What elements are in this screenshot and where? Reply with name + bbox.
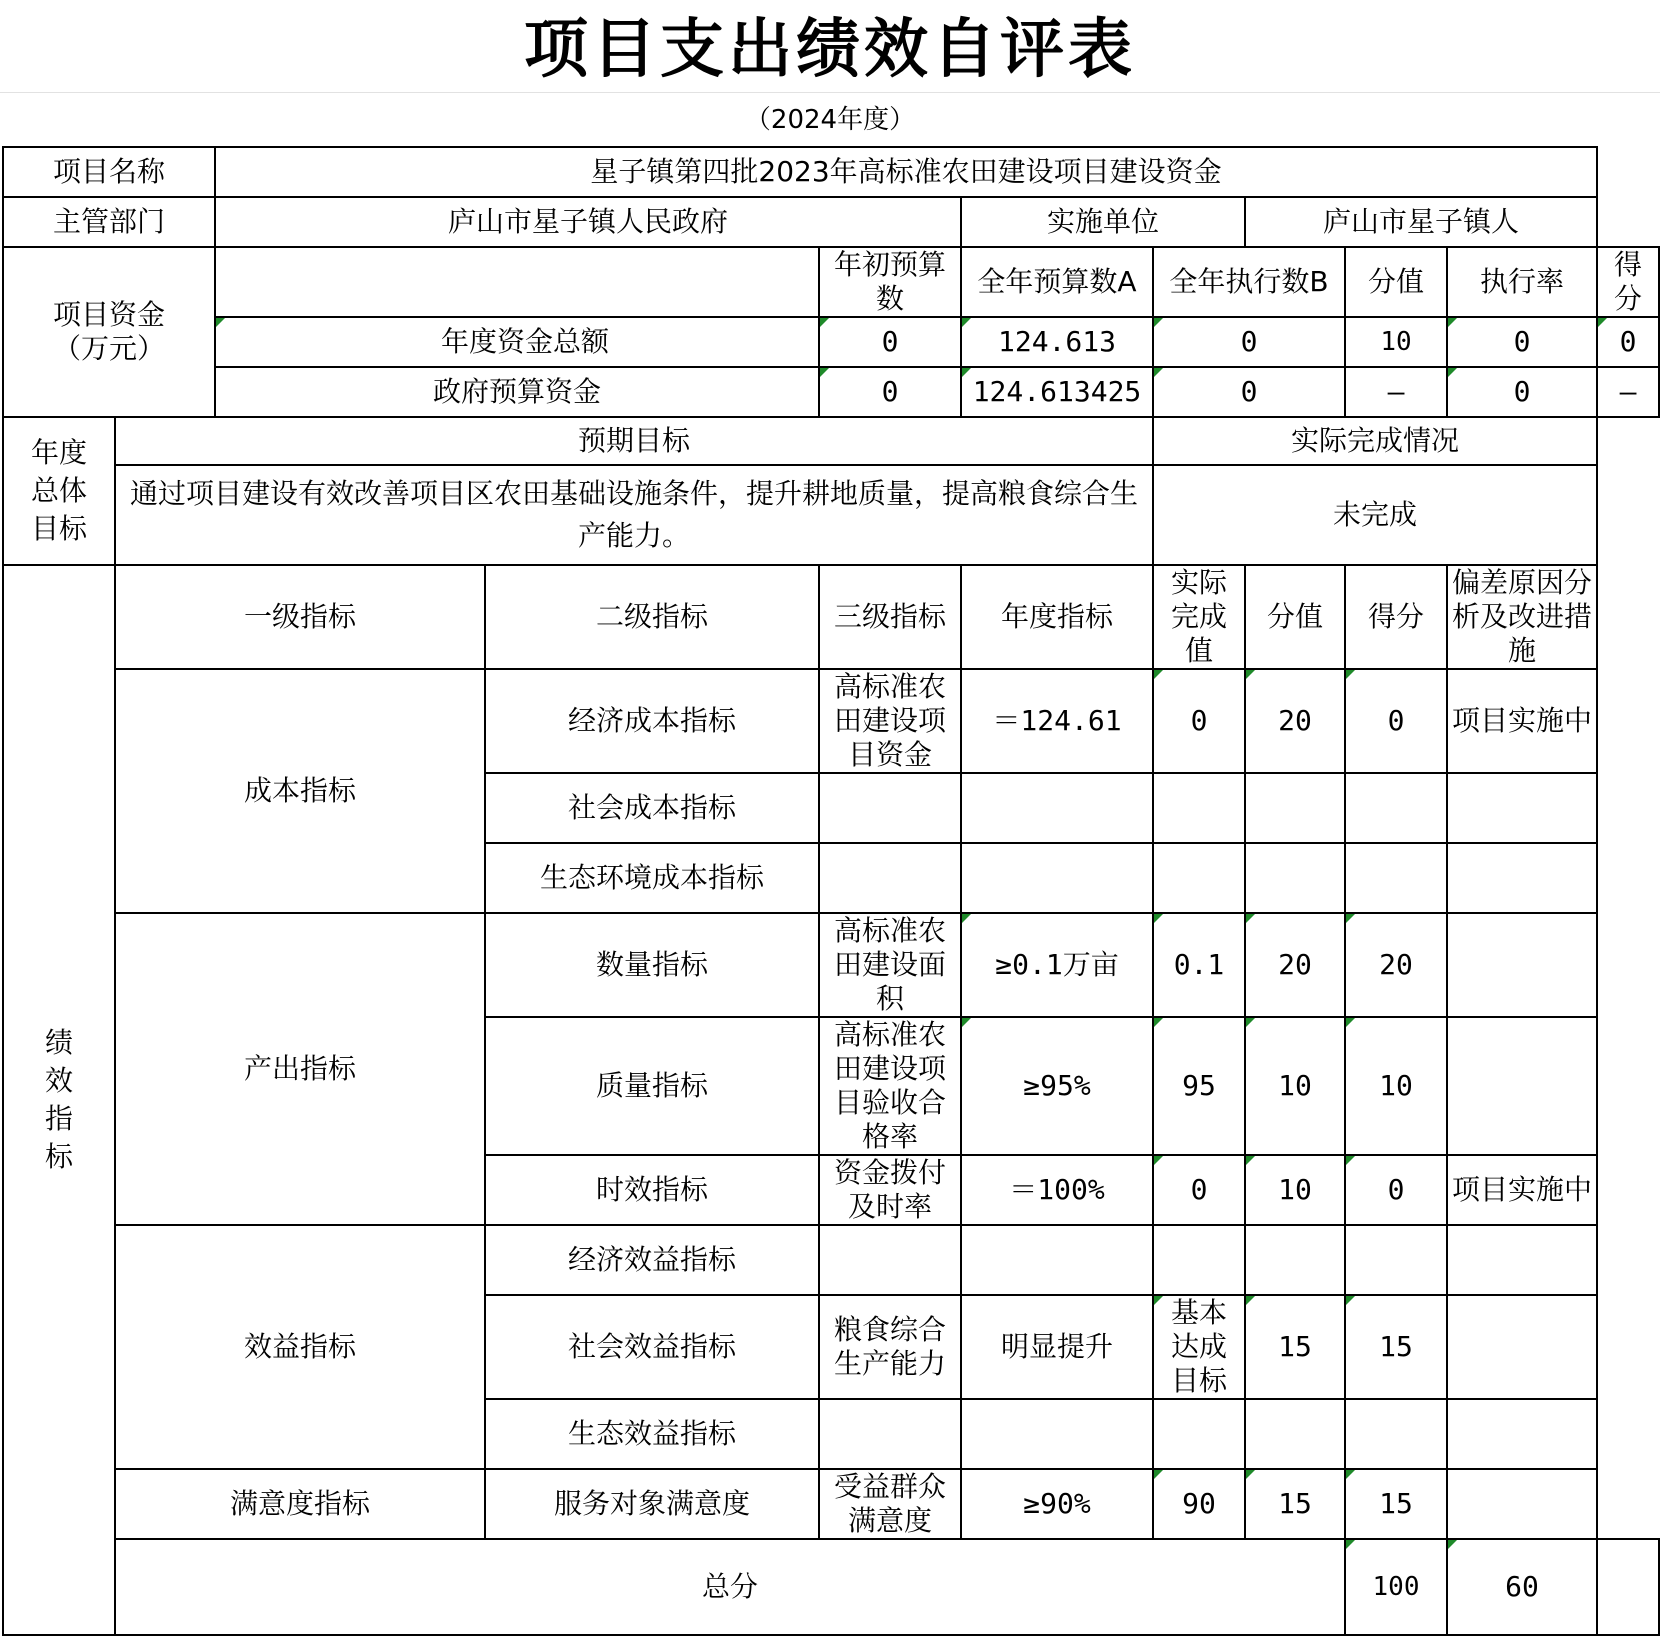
indicator-target[interactable]: 明显提升 <box>961 1295 1153 1399</box>
indicator-score[interactable]: 0 <box>1345 1155 1447 1225</box>
grid-divider <box>0 92 1660 93</box>
indicator-value[interactable]: 15 <box>1245 1469 1345 1539</box>
indicator-level3[interactable]: 高标准农田建设项目验收合格率 <box>819 1017 961 1155</box>
project-name-value[interactable]: 星子镇第四批2023年高标准农田建设项目建设资金 <box>215 147 1597 197</box>
expected-goal-text[interactable]: 通过项目建设有效改善项目区农田基础设施条件，提升耕地质量，提高粮食综合生产能力。 <box>115 465 1153 565</box>
annual-goal-label <box>3 417 115 565</box>
implementing-unit-label: 实施单位 <box>961 197 1245 247</box>
indicator-level3[interactable]: 受益群众满意度 <box>819 1469 961 1539</box>
annual-goal-label-text: 年度总体目标 <box>30 436 87 545</box>
header-score-value: 分值 <box>1345 247 1447 317</box>
indicator-value[interactable]: 10 <box>1245 1017 1345 1155</box>
indicator-value[interactable] <box>1245 1399 1345 1469</box>
funds-label-line2: （万元） <box>52 332 165 365</box>
indicator-deviation[interactable] <box>1447 843 1597 913</box>
indicator-deviation[interactable] <box>1447 1225 1597 1295</box>
header-initial-budget: 年初预算数 <box>819 247 961 317</box>
total-label: 总分 <box>115 1539 1345 1635</box>
group-satisfaction: 满意度指标 <box>115 1469 485 1539</box>
funds-rate[interactable]: 0 <box>1447 317 1597 367</box>
actual-completion-text[interactable]: 未完成 <box>1153 465 1597 565</box>
indicator-level2: 经济效益指标 <box>485 1225 819 1295</box>
header-deviation: 偏差原因分析及改进措施 <box>1447 565 1597 669</box>
indicator-level2: 生态效益指标 <box>485 1399 819 1469</box>
indicator-level3[interactable] <box>819 1399 961 1469</box>
indicator-actual[interactable]: 95 <box>1153 1017 1245 1155</box>
funds-header-blank <box>215 247 819 317</box>
header-annual-execution: 全年执行数B <box>1153 247 1345 317</box>
indicator-actual[interactable]: 0.1 <box>1153 913 1245 1017</box>
indicator-value[interactable] <box>1245 773 1345 843</box>
funds-row-government <box>3 367 1659 417</box>
department-value[interactable]: 庐山市星子镇人民政府 <box>215 197 961 247</box>
indicator-level3[interactable] <box>819 843 961 913</box>
indicator-actual[interactable]: 基本达成目标 <box>1153 1295 1245 1399</box>
indicator-score[interactable]: 15 <box>1345 1469 1447 1539</box>
indicator-actual[interactable] <box>1153 1225 1245 1295</box>
indicator-actual[interactable]: 0 <box>1153 669 1245 773</box>
indicator-score[interactable] <box>1345 1225 1447 1295</box>
indicator-level2: 生态环境成本指标 <box>485 843 819 913</box>
total-deviation <box>1597 1539 1659 1635</box>
indicator-deviation[interactable] <box>1447 913 1597 1017</box>
indicator-row <box>3 1469 1659 1539</box>
funds-execution[interactable]: 0 <box>1153 317 1345 367</box>
indicator-target[interactable]: ≥0.1万亩 <box>961 913 1153 1017</box>
indicator-value[interactable]: 15 <box>1245 1295 1345 1399</box>
indicator-level2: 服务对象满意度 <box>485 1469 819 1539</box>
indicator-actual[interactable] <box>1153 843 1245 913</box>
indicator-level2: 社会效益指标 <box>485 1295 819 1399</box>
performance-indicator-label-text: 绩效指标 <box>44 1026 73 1173</box>
group-benefit: 效益指标 <box>115 1225 485 1469</box>
indicator-target[interactable]: ≥95% <box>961 1017 1153 1155</box>
funds-initial[interactable]: 0 <box>819 317 961 367</box>
goal-header-row <box>3 417 1659 465</box>
indicator-target[interactable] <box>961 1399 1153 1469</box>
indicator-row <box>3 1225 1659 1295</box>
funds-row-label: 年度资金总额 <box>215 317 819 367</box>
page-subtitle: （2024年度） <box>744 105 916 135</box>
indicator-target[interactable]: ≥90% <box>961 1469 1153 1539</box>
performance-indicator-label <box>3 565 115 1635</box>
indicator-deviation[interactable] <box>1447 773 1597 843</box>
header-level2: 二级指标 <box>485 565 819 669</box>
indicator-score[interactable]: 0 <box>1345 669 1447 773</box>
indicator-value[interactable]: 20 <box>1245 669 1345 773</box>
indicator-score[interactable] <box>1345 1399 1447 1469</box>
indicator-level3[interactable]: 高标准农田建设面积 <box>819 913 961 1017</box>
indicator-actual[interactable]: 0 <box>1153 1155 1245 1225</box>
indicator-score[interactable] <box>1345 843 1447 913</box>
indicator-level2: 社会成本指标 <box>485 773 819 843</box>
indicator-deviation[interactable]: 项目实施中 <box>1447 1155 1597 1225</box>
header-annual-target: 年度指标 <box>961 565 1153 669</box>
indicator-level2: 时效指标 <box>485 1155 819 1225</box>
goal-content-row <box>3 465 1659 565</box>
funds-score[interactable]: — <box>1597 367 1659 417</box>
indicator-score[interactable]: 10 <box>1345 1017 1447 1155</box>
indicator-value[interactable] <box>1245 1225 1345 1295</box>
indicator-value[interactable]: 10 <box>1245 1155 1345 1225</box>
indicator-deviation[interactable]: 项目实施中 <box>1447 669 1597 773</box>
page-title: 项目支出绩效自评表 <box>524 12 1136 87</box>
indicator-target[interactable] <box>961 773 1153 843</box>
header-level3: 三级指标 <box>819 565 961 669</box>
indicator-level3[interactable]: 高标准农田建设项目资金 <box>819 669 961 773</box>
indicator-level2: 经济成本指标 <box>485 669 819 773</box>
group-cost: 成本指标 <box>115 669 485 913</box>
indicator-actual[interactable]: 90 <box>1153 1469 1245 1539</box>
indicator-score[interactable]: 15 <box>1345 1295 1447 1399</box>
funds-execution[interactable]: 0 <box>1153 367 1345 417</box>
indicator-deviation[interactable] <box>1447 1469 1597 1539</box>
indicator-actual[interactable] <box>1153 773 1245 843</box>
header-score: 得分 <box>1345 565 1447 669</box>
actual-completion-header: 实际完成情况 <box>1153 417 1597 465</box>
indicator-score[interactable]: 20 <box>1345 913 1447 1017</box>
funds-initial[interactable]: 0 <box>819 367 961 417</box>
indicator-deviation[interactable] <box>1447 1295 1597 1399</box>
header-level1: 一级指标 <box>115 565 485 669</box>
department-row <box>3 197 1659 247</box>
evaluation-table <box>2 146 1660 1636</box>
indicator-target[interactable] <box>961 843 1153 913</box>
project-name-label: 项目名称 <box>3 147 215 197</box>
indicator-level3[interactable] <box>819 773 961 843</box>
department-label: 主管部门 <box>3 197 215 247</box>
funds-label-line1: 项目资金 <box>52 298 165 331</box>
indicator-level3[interactable]: 粮食综合生产能力 <box>819 1295 961 1399</box>
total-value[interactable]: 100 <box>1345 1539 1447 1635</box>
header-actual-value: 实际完成值 <box>1153 565 1245 669</box>
expected-goal-header: 预期目标 <box>115 417 1153 465</box>
total-row <box>3 1539 1659 1635</box>
total-score[interactable]: 60 <box>1447 1539 1597 1635</box>
indicator-value[interactable] <box>1245 843 1345 913</box>
funds-row-total <box>3 317 1659 367</box>
funds-label <box>3 247 215 417</box>
indicator-row <box>3 669 1659 773</box>
funds-header-row <box>3 247 1659 317</box>
indicator-target[interactable]: ＝124.61 <box>961 669 1153 773</box>
funds-row-label: 政府预算资金 <box>215 367 819 417</box>
indicator-deviation[interactable] <box>1447 1017 1597 1155</box>
header-score: 得分 <box>1597 247 1659 317</box>
funds-annual[interactable]: 124.613 <box>961 317 1153 367</box>
header-execution-rate: 执行率 <box>1447 247 1597 317</box>
header-annual-budget: 全年预算数A <box>961 247 1153 317</box>
indicator-actual[interactable] <box>1153 1399 1245 1469</box>
group-output: 产出指标 <box>115 913 485 1225</box>
funds-value[interactable]: — <box>1345 367 1447 417</box>
indicator-level3[interactable]: 资金拨付及时率 <box>819 1155 961 1225</box>
indicator-level3[interactable] <box>819 1225 961 1295</box>
implementing-unit-value[interactable]: 庐山市星子镇人 <box>1245 197 1597 247</box>
indicator-header-row <box>3 565 1659 669</box>
header-value: 分值 <box>1245 565 1345 669</box>
indicator-value[interactable]: 20 <box>1245 913 1345 1017</box>
indicator-deviation[interactable] <box>1447 1399 1597 1469</box>
indicator-level2: 质量指标 <box>485 1017 819 1155</box>
project-name-row <box>3 147 1659 197</box>
indicator-level2: 数量指标 <box>485 913 819 1017</box>
funds-rate[interactable]: 0 <box>1447 367 1597 417</box>
funds-score[interactable]: 0 <box>1597 317 1659 367</box>
indicator-score[interactable] <box>1345 773 1447 843</box>
funds-annual[interactable]: 124.613425 <box>961 367 1153 417</box>
indicator-target[interactable]: ＝100% <box>961 1155 1153 1225</box>
indicator-target[interactable] <box>961 1225 1153 1295</box>
funds-value[interactable]: 10 <box>1345 317 1447 367</box>
indicator-row <box>3 913 1659 1017</box>
